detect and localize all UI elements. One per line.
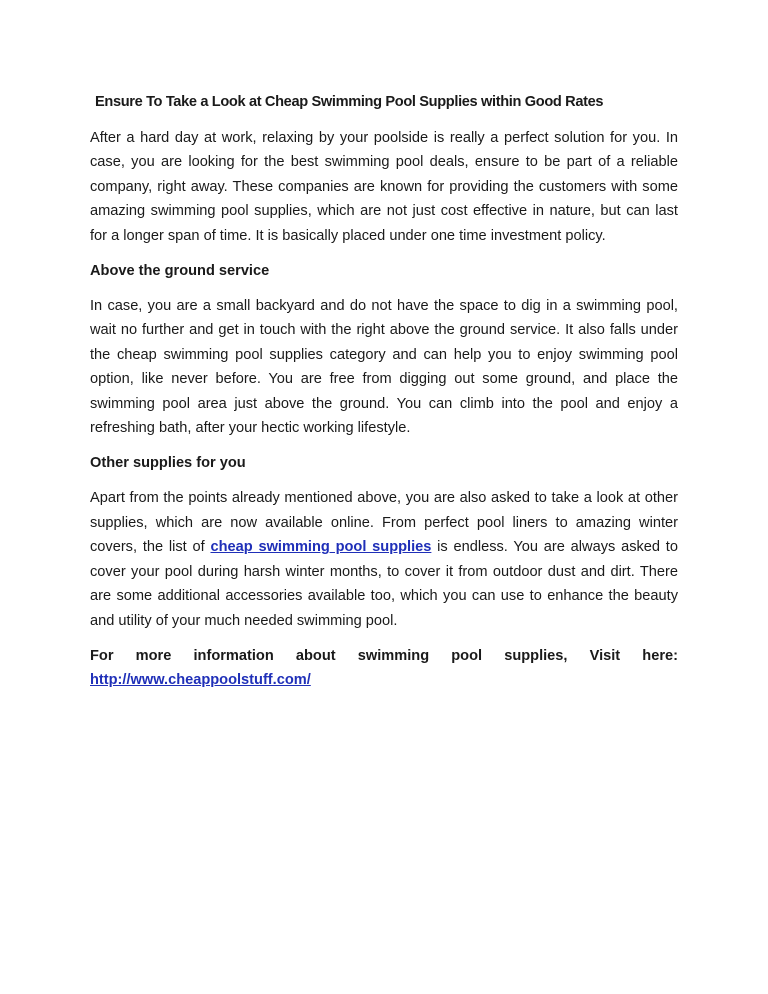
section-heading-above-ground: Above the ground service [90, 263, 270, 280]
section-heading-other-supplies: Other supplies for you [90, 455, 246, 472]
website-link[interactable]: http://www.cheappoolstuff.com/ [90, 672, 311, 689]
document-title: Ensure To Take a Look at Cheap Swimming Pool Supplies within Good Rates [95, 94, 604, 110]
document-page [90, 90, 678, 693]
body-text-before-link: Apart from the points already mentioned above, you are also asked to take a look at other supplies, which are now available online. From perfect pool liners to amazing winter covers, the list of [90, 490, 678, 556]
closing-link-line [90, 668, 678, 692]
closing-text: For more information about swimming pool supplies, Visit here: [90, 647, 678, 664]
intro-paragraph: After a hard day at work, relaxing by your poolside is really a perfect solution for you. In case, you are looking for the best swimming pool deals, ensure to be part of a reliable company, right away. These companies are known for providing the customers with some amazing swimming pool supplies, which are not just cost effective in nature, but can last for a longer span of time. It is basically placed under one time investment policy. [90, 130, 678, 244]
section-body-above-ground: In case, you are a small backyard and do not have the space to dig in a swimming pool, wait no further and get in touch with the right above the ground service. It also falls under the cheap swimming pool supplies category and can help you to enjoy swimming pool option, like never before. You are free from digging out some ground, and place the swimming pool area just above the ground. You can climb into the pool and enjoy a refreshing bath, after your hectic working lifestyle. [90, 298, 678, 437]
body-text-after-link: is endless. You are always asked to cover your pool during harsh winter months, to cover it from outdoor dust and dirt. There are some additional accessories available too, which you can use to enhance the beauty and utility of your much needed swimming pool. [90, 539, 678, 629]
cheap-swimming-pool-supplies-link[interactable]: cheap swimming pool supplies [210, 539, 432, 556]
section-body-other-supplies [90, 486, 678, 632]
